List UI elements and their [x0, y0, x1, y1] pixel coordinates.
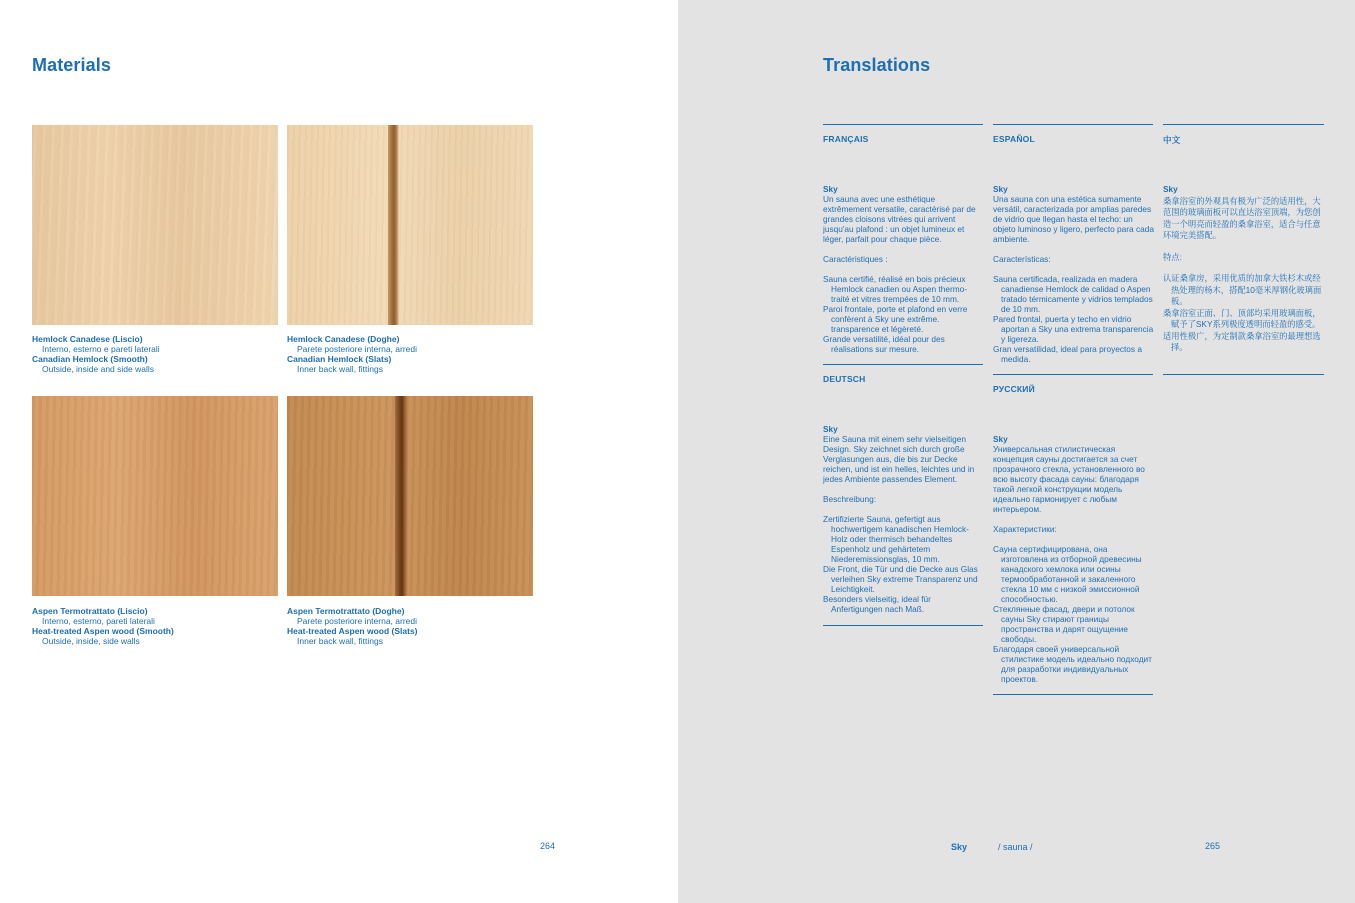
lang-label-fr: FRANÇAIS: [823, 134, 869, 144]
features-label: Характеристики:: [993, 524, 1057, 534]
swatch-hemlock-smooth: [32, 125, 278, 325]
divider: [823, 364, 983, 365]
feature-item: 桑拿浴室正面、门、顶部均采用玻璃面板，赋予了SKY系列极度透明而轻盈的感受。: [1163, 307, 1321, 329]
text-block-fr: [823, 184, 984, 354]
page-title: Translations: [823, 55, 931, 75]
block-intro: Eine Sauna mit einem sehr vielseitigen Design. Sky zeichnet sich durch große Verglasungen aus, die bis zur Decke reichen, und ist ein helles, leichtes und in jedes Ambiente passendes Element.: [823, 434, 975, 484]
footer-product: Sky: [951, 842, 968, 852]
page-number: 264: [540, 841, 556, 851]
divider: [823, 625, 983, 626]
swatch-hemlock-slats: [287, 125, 533, 325]
features-label: Caractéristiques :: [823, 254, 888, 264]
caption-detail-en: Outside, inside, side walls: [42, 636, 140, 646]
block-heading: Sky: [1163, 184, 1178, 194]
swatch-aspen-smooth: [32, 396, 278, 596]
feature-item: Стеклянные фасад, двери и потолок сауны Sky стирают границы пространства и дарят ощущение свободы.: [993, 604, 1135, 644]
divider: [823, 124, 983, 125]
divider: [993, 374, 1153, 375]
feature-item: Grande versatilité, idéal pour des réalisations sur mesure.: [823, 334, 945, 354]
caption-detail-en: Outside, inside and side walls: [42, 364, 154, 374]
feature-item: Zertifizierte Sauna, gefertigt aus hochwertigem kanadischen Hemlock-Holz oder thermisch behandeltes Espenholz und gehärtetem Niederemissionsglas, 10 mm.: [823, 514, 969, 564]
caption-name: Hemlock Canadese (Liscio): [32, 334, 143, 344]
caption-detail: Interno, esterno e pareti laterali: [42, 344, 160, 354]
features-label: Beschreibung:: [823, 494, 877, 504]
feature-item: Sauna certifié, réalisé en bois précieux Hemlock canadien ou Aspen thermo-traité et vitres trempées de 10 mm.: [823, 274, 968, 304]
caption-detail: Parete posteriore interna, arredi: [297, 344, 418, 354]
block-intro: Универсальная стилистическая концепция сауны достигается за счет прозрачного стекла, установленного во всю высоту фасада сауны: благодаря такой легкой конструкции модель идеально гармонирует с любым интерьером.: [993, 444, 1145, 514]
caption-name: Aspen Termotrattato (Liscio): [32, 606, 148, 616]
caption-name: Hemlock Canadese (Doghe): [287, 334, 400, 344]
swatch-caption: [287, 334, 537, 374]
text-block-ru: [993, 434, 1154, 684]
text-block-es: [993, 184, 1154, 364]
feature-item: Gran versatilidad, ideal para proyectos a medida.: [993, 344, 1142, 364]
feature-item: 认证桑拿房，采用优质的加拿大铁杉木或经热处理的杨木，搭配10毫米厚钢化玻璃面板。: [1163, 273, 1322, 306]
swatch-caption: [32, 606, 282, 646]
block-heading: Sky: [823, 184, 838, 194]
divider: [1163, 374, 1324, 375]
right-page: [678, 0, 1355, 903]
features-label: Características:: [993, 254, 1051, 264]
lang-label-es: ESPAÑOL: [993, 134, 1035, 144]
features-label: 特点:: [1163, 251, 1182, 262]
text-block-de: [823, 424, 984, 614]
page-title: Materials: [32, 55, 111, 75]
text-block-zh: [1163, 184, 1324, 354]
block-intro: Una sauna con una estética sumamente versátil, caracterizada por amplias paredes de vidrio que llegan hasta el techo: un objeto luminoso y ligero, perfecto para cada ambiente.: [993, 194, 1154, 244]
swatch-caption: [287, 606, 537, 646]
page-number: 265: [1205, 841, 1221, 851]
lang-label-ru: РУССКИЙ: [993, 384, 1035, 394]
swatch-aspen-slats: [287, 396, 533, 596]
feature-item: 适用性极广，为定制款桑拿浴室的最理想选择。: [1163, 330, 1321, 352]
lang-label-zh: 中文: [1163, 135, 1181, 145]
block-intro: 桑拿浴室的外观具有极为广泛的适用性，大范围的玻璃面板可以直达浴室顶端，为您创造一个明亮而轻盈的桑拿浴室，适合与任意环境完美搭配。: [1163, 195, 1321, 240]
feature-item: Paroi frontale, porte et plafond en verre confèrent à Sky une extrême. transparence et légèreté.: [823, 304, 968, 334]
feature-item: Besonders vielseitig, ideal für Anfertigungen nach Maß.: [823, 594, 931, 614]
caption-name-en: Heat-treated Aspen wood (Smooth): [32, 626, 174, 636]
lang-label-de: DEUTSCH: [823, 374, 866, 384]
block-heading: Sky: [993, 434, 1008, 444]
caption-detail: Interno, esterno, pareti laterali: [42, 616, 155, 626]
caption-detail: Parete posteriore interna, arredi: [297, 616, 418, 626]
divider: [993, 694, 1153, 695]
block-heading: Sky: [823, 424, 838, 434]
caption-detail-en: Inner back wall, fittings: [297, 636, 383, 646]
feature-item: Pared frontal, puerta y techo en vidrio aportan a Sky una extrema transparencia y ligereza.: [993, 314, 1154, 344]
caption-name-en: Canadian Hemlock (Slats): [287, 354, 392, 364]
caption-name-en: Canadian Hemlock (Smooth): [32, 354, 148, 364]
block-heading: Sky: [993, 184, 1008, 194]
divider: [993, 124, 1153, 125]
caption-name: Aspen Termotrattato (Doghe): [287, 606, 405, 616]
caption-detail-en: Inner back wall, fittings: [297, 364, 383, 374]
feature-item: Сауна сертифицирована, она изготовлена из отборной древесины канадского хемлока или осины термообработанной и закаленного стекла 10 мм с низкой эмиссионной способностью.: [993, 544, 1142, 604]
block-intro: Un sauna avec une esthétique extrêmement versatile, caractérisé par de grandes cloisons vitrées qui arrivent jusqu'au plafond : un objet lumineux et léger, parfait pour chaque pièce.: [823, 194, 976, 244]
swatch-caption: [32, 334, 282, 374]
footer-section: / sauna /: [998, 842, 1033, 852]
caption-name-en: Heat-treated Aspen wood (Slats): [287, 626, 418, 636]
feature-item: Die Front, die Tür und die Decke aus Glas verleihen Sky extreme Transparenz und Leichtigkeit.: [823, 564, 978, 594]
feature-item: Sauna certificada, realizada en madera canadiense Hemlock de calidad o Aspen tratado térmicamente y vidrios templados de 10 mm.: [993, 274, 1153, 314]
feature-item: Благодаря своей универсальной стилистике модель идеально подходит для разработки индивидуальных проектов.: [993, 644, 1152, 684]
divider: [1163, 124, 1324, 125]
